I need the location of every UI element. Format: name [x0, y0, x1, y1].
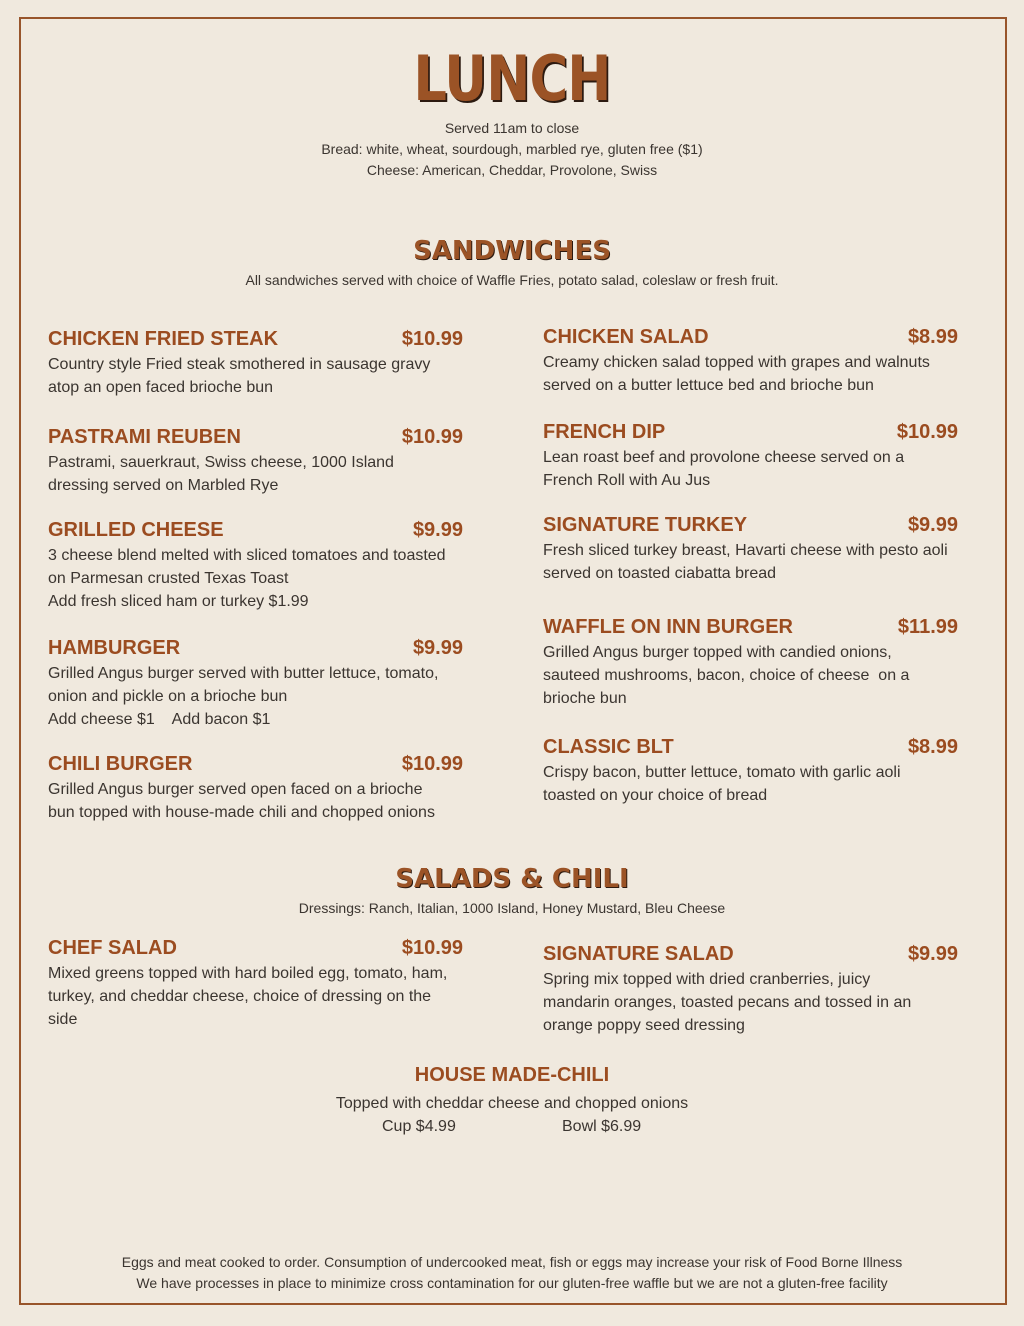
item-description: served on toasted ciabatta bread [543, 565, 777, 582]
menu-item [543, 615, 958, 710]
item-description: Add cheese $1 Add bacon $1 [48, 711, 271, 728]
item-name: CHICKEN FRIED STEAK [48, 328, 279, 350]
item-description: mandarin oranges, toasted pecans and tossed in an [543, 994, 912, 1011]
menu-item [48, 518, 463, 613]
item-price: $10.99 [401, 937, 463, 959]
item-description: Grilled Angus burger topped with candied onions, [543, 644, 892, 661]
item-name: SIGNATURE SALAD [543, 943, 734, 965]
page-title: LUNCH [413, 42, 611, 115]
sandwiches-heading: SANDWICHES [413, 236, 611, 266]
item-price: $9.99 [412, 637, 463, 659]
chili-cup-price: Cup $4.99 [382, 1118, 456, 1135]
menu-item [543, 735, 958, 807]
item-price: $8.99 [907, 326, 958, 348]
menu-item [543, 513, 958, 585]
item-description: onion and pickle on a brioche bun [48, 688, 288, 705]
menu-item [48, 425, 463, 497]
item-description: served on a butter lettuce bed and brioche bun [543, 377, 874, 394]
item-description: atop an open faced brioche bun [48, 379, 274, 396]
item-description: Pastrami, sauerkraut, Swiss cheese, 1000 Island [48, 454, 394, 471]
item-price: $11.99 [897, 616, 958, 638]
item-description: on Parmesan crusted Texas Toast [48, 570, 289, 587]
house-chili [0, 1062, 1024, 1138]
chili-desc: Topped with cheddar cheese and chopped onions [335, 1095, 689, 1112]
serving-hours: Served 11am to close [444, 120, 580, 136]
chili-bowl-price: Bowl $6.99 [562, 1118, 642, 1135]
menu-item [48, 327, 463, 399]
menu-item [543, 420, 958, 492]
item-name: SIGNATURE TURKEY [543, 514, 748, 536]
item-name: HAMBURGER [48, 637, 181, 659]
item-description: French Roll with Au Jus [543, 472, 711, 489]
dressings-note: Dressings: Ranch, Italian, 1000 Island, Honey Mustard, Bleu Cheese [298, 900, 726, 916]
item-description: Lean roast beef and provolone cheese served on a [543, 449, 905, 466]
sandwiches-note: All sandwiches served with choice of Waffle Fries, potato salad, coleslaw or fresh fruit. [245, 272, 779, 288]
chili-name: HOUSE MADE-CHILI [414, 1064, 610, 1086]
item-description: Grilled Angus burger served with butter lettuce, tomato, [48, 665, 439, 682]
intro [0, 118, 1024, 181]
item-price: $10.99 [401, 753, 463, 775]
gluten-notice: We have processes in place to minimize cross contamination for our gluten-free waffle but we are not a gluten-free facility [136, 1275, 888, 1291]
item-name: PASTRAMI REUBEN [48, 426, 241, 448]
item-description: orange poppy seed dressing [543, 1017, 745, 1034]
item-description: Crispy bacon, butter lettuce, tomato with garlic aoli [543, 764, 901, 781]
item-price: $9.99 [907, 514, 958, 536]
item-description: Fresh sliced turkey breast, Havarti cheese with pesto aoli [543, 542, 948, 559]
item-name: WAFFLE ON INN BURGER [543, 616, 793, 638]
item-name: CLASSIC BLT [543, 736, 674, 758]
item-description: Creamy chicken salad topped with grapes and walnuts [543, 354, 930, 371]
item-description: bun topped with house-made chili and chopped onions [48, 804, 435, 821]
item-name: CHICKEN SALAD [543, 326, 709, 348]
item-description: turkey, and cheddar cheese, choice of dressing on the [48, 988, 432, 1005]
item-description: toasted on your choice of bread [543, 787, 768, 804]
item-description: Add fresh sliced ham or turkey $1.99 [48, 593, 309, 610]
item-name: GRILLED CHEESE [48, 519, 224, 541]
item-description: Mixed greens topped with hard boiled egg, tomato, ham, [48, 965, 448, 982]
item-price: $10.99 [401, 426, 463, 448]
food-safety-warning: Eggs and meat cooked to order. Consumption of undercooked meat, fish or eggs may increase your risk of Food Borne Illness [121, 1254, 903, 1270]
bread-options: Bread: white, wheat, sourdough, marbled rye, gluten free ($1) [321, 141, 703, 157]
item-name: CHEF SALAD [48, 937, 177, 959]
footer-disclaimer [0, 1252, 1024, 1294]
item-price: $9.99 [907, 943, 958, 965]
item-description: Grilled Angus burger served open faced on a brioche [48, 781, 423, 798]
menu-item [543, 325, 958, 397]
item-price: $8.99 [907, 736, 958, 758]
item-description: brioche bun [543, 690, 627, 707]
item-price: $10.99 [401, 328, 463, 350]
menu-item [48, 752, 463, 824]
item-price: $10.99 [896, 421, 958, 443]
item-name: FRENCH DIP [543, 421, 666, 443]
menu-item [48, 636, 463, 731]
item-price: $9.99 [412, 519, 463, 541]
menu-item [543, 942, 958, 1037]
item-description: Country style Fried steak smothered in sausage gravy [48, 356, 431, 373]
item-description: sauteed mushrooms, bacon, choice of cheese on a [543, 667, 910, 684]
item-description: side [48, 1011, 78, 1028]
item-description: dressing served on Marbled Rye [48, 477, 279, 494]
menu-item [48, 936, 463, 1031]
cheese-options: Cheese: American, Cheddar, Provolone, Swiss [366, 162, 658, 178]
item-description: Spring mix topped with dried cranberries, juicy [543, 971, 871, 988]
item-name: CHILI BURGER [48, 753, 193, 775]
item-description: 3 cheese blend melted with sliced tomatoes and toasted [48, 547, 446, 564]
salads-heading: SALADS & CHILI [395, 864, 629, 894]
